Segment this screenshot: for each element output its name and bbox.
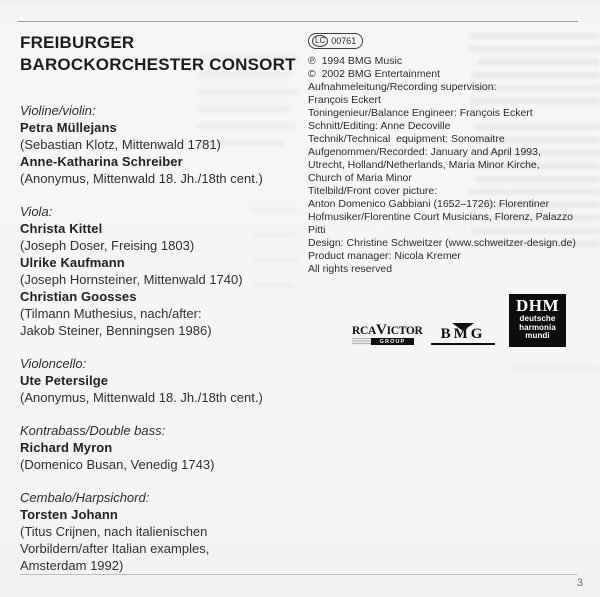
credit-line: Utrecht, Holland/Netherlands, Maria Minor Kirche, (308, 159, 540, 171)
title-line-1: FREIBURGER (20, 33, 135, 52)
rca-stripes-icon (352, 338, 371, 345)
credit-line: Technik/Technical equipment: Sonomaitre (308, 133, 505, 145)
musician-name: Ute Petersilge (20, 373, 109, 388)
instrument-detail: Vorbildern/after Italian examples, (20, 541, 210, 556)
credit-line: All rights reserved (308, 263, 393, 275)
rca-text: RCA (352, 325, 377, 337)
instrument-label: Kontrabass/Double bass: (20, 423, 166, 438)
page-number: 3 (576, 577, 583, 589)
instrument-detail: (Titus Crijnen, nach italienischen (20, 524, 208, 539)
section-viola (20, 203, 306, 339)
credit-line: ℗ 1994 BMG Music (308, 55, 403, 67)
instrument-detail: (Joseph Doser, Freising 1803) (20, 238, 195, 253)
musician-name: Anne-Katharina Schreiber (20, 154, 183, 169)
top-rule (18, 21, 578, 22)
lc-number: 00761 (331, 36, 357, 46)
instrument-label: Cembalo/Harpsichord: (20, 490, 150, 505)
credit-line: Hofmusiker/Florentine Court Musicians, Florenz, Palazzo Pitti (308, 211, 576, 236)
dhm-word-deutsche: deutsche (519, 314, 556, 323)
instrument-detail: (Joseph Hornsteiner, Mittenwald 1740) (20, 272, 243, 287)
title-line-2: BAROCKORCHESTER CONSORT (20, 55, 296, 74)
credits-column (308, 30, 586, 276)
ensemble-column (20, 32, 306, 590)
rca-group-bar (352, 338, 414, 345)
instrument-label: Violine/violin: (20, 103, 96, 118)
bmg-wordmark: BMG (431, 326, 495, 345)
lc-label-badge (308, 33, 363, 49)
musician-name: Ulrike Kaufmann (20, 255, 125, 270)
instrument-label: Violoncello: (20, 356, 87, 371)
musician-name: Petra Müllejans (20, 120, 117, 135)
rca-group-label: GROUP (371, 338, 414, 345)
credit-line: Anton Domenico Gabbiani (1652–1726): Florentiner (308, 198, 550, 210)
musician-name: Torsten Johann (20, 507, 118, 522)
instrument-detail: (Tilmann Muthesius, nach/after: (20, 306, 202, 321)
instrument-detail: Jakob Steiner, Benningsen 1986) (20, 323, 212, 338)
print-bleed-artifact (510, 365, 598, 371)
credit-line: François Eckert (308, 94, 381, 106)
credits-list (308, 55, 586, 276)
credit-line: Church of Maria Minor (308, 172, 412, 184)
rca-victor-wordmark (352, 322, 423, 338)
rca-big-v: V (376, 322, 387, 338)
credit-line: Aufnahmeleitung/Recording supervision: (308, 81, 497, 93)
record-label-logos (352, 294, 566, 350)
dhm-word-harmonia: harmonia (519, 322, 556, 332)
rca-victor-logo (352, 322, 423, 345)
dhm-logo (509, 294, 566, 347)
credit-line: Design: Christine Schweitzer (www.schweitzer-design.de) (308, 237, 576, 249)
credit-line: Product manager: Nicola Kremer (308, 250, 461, 262)
section-violin (20, 102, 306, 187)
bmg-triangle-icon (452, 323, 474, 331)
section-violoncello (20, 355, 306, 406)
musician-name: Christian Goosses (20, 289, 137, 304)
musician-name: Christa Kittel (20, 221, 103, 236)
musician-name: Richard Myron (20, 440, 113, 455)
instrument-detail: (Anonymus, Mittenwald 18. Jh./18th cent.) (20, 171, 263, 186)
dhm-acronym: DHM (515, 296, 560, 315)
instrument-label: Viola: (20, 204, 53, 219)
instrument-detail: (Anonymus, Mittenwald 18. Jh./18th cent.) (20, 390, 263, 405)
credit-line: © 2002 BMG Entertainment (308, 68, 441, 80)
instrument-detail: Amsterdam 1992) (20, 558, 124, 573)
bottom-rule (20, 574, 577, 575)
page-title (20, 32, 306, 76)
bmg-logo (431, 323, 495, 345)
dhm-word-mundi: mundi (525, 331, 550, 340)
credit-line: Titelbild/Front cover picture: (308, 185, 438, 197)
section-harpsichord (20, 489, 306, 574)
instrument-detail: (Sebastian Klotz, Mittenwald 1781) (20, 137, 221, 152)
credit-line: Aufgenommen/Recorded: January and April 1993, (308, 146, 541, 158)
section-double-bass (20, 422, 306, 473)
credit-line: Toningenieur/Balance Engineer: François Eckert (308, 107, 533, 119)
instrument-detail: (Domenico Busan, Venedig 1743) (20, 457, 215, 472)
lc-oval: LC (312, 35, 328, 47)
credit-line: Schnitt/Editing: Anne Decoville (308, 120, 451, 132)
rca-ictor-text: ICTOR (386, 325, 423, 337)
